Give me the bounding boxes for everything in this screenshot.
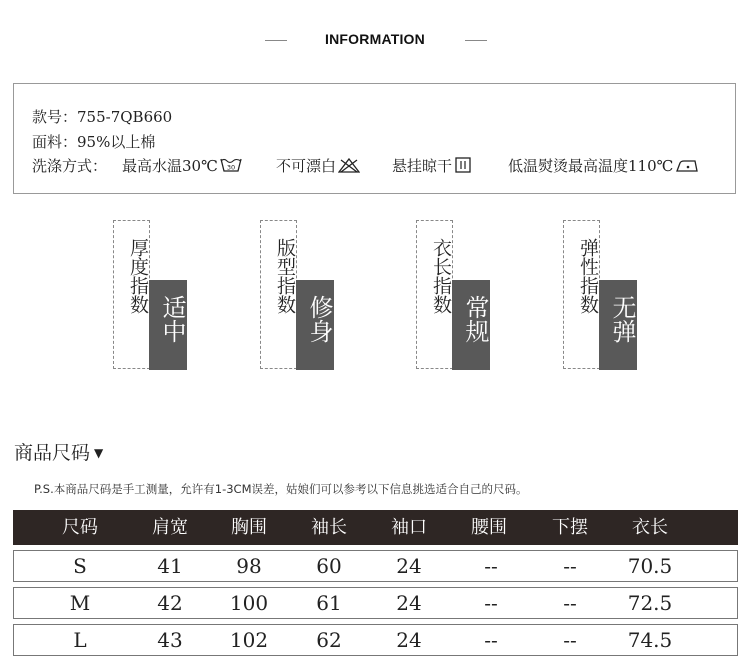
index-elasticity: [563, 220, 653, 372]
header-cell: 衣长: [632, 517, 668, 538]
care-bleach-text: 不可漂白: [276, 157, 337, 175]
table-cell: 61: [316, 591, 342, 615]
index-value: 修身: [305, 295, 333, 343]
header-cell: 腰围: [471, 517, 507, 538]
hang-dry-icon: [454, 157, 472, 177]
index-fit: [260, 220, 350, 372]
table-cell: 62: [316, 628, 342, 652]
care-iron: [508, 155, 699, 177]
table-cell: 74.5: [627, 628, 673, 652]
table-cell: 72.5: [627, 591, 673, 615]
index-thickness: [113, 220, 203, 372]
index-length: [416, 220, 506, 372]
table-cell: 24: [396, 591, 422, 615]
item-number: 款号：755-7QB660: [32, 108, 173, 126]
table-cell: S: [73, 554, 87, 578]
header-cell: 胸围: [231, 517, 267, 538]
table-cell: 24: [396, 554, 422, 578]
table-cell: 70.5: [627, 554, 673, 578]
care-wash: [122, 155, 242, 177]
wash-30-icon: [220, 157, 242, 177]
section-title: INFORMATION: [325, 31, 425, 47]
table-row: [13, 587, 738, 619]
table-cell: --: [563, 554, 577, 578]
care-iron-text: 低温熨烫最高温度110℃: [508, 157, 674, 175]
table-cell: 42: [157, 591, 183, 615]
header-cell: 袖长: [311, 517, 347, 538]
care-info: [32, 155, 732, 177]
index-label: 厚度指数: [127, 238, 149, 314]
index-label: 弹性指数: [577, 238, 599, 314]
index-value: 适中: [158, 295, 186, 343]
care-bleach: [276, 155, 360, 177]
header-line-right: [465, 40, 487, 41]
table-cell: M: [69, 591, 91, 615]
table-cell: 41: [157, 554, 183, 578]
table-cell: 60: [316, 554, 342, 578]
size-table-header: [13, 510, 738, 545]
fabric-info: 面料：95%以上棉: [32, 133, 156, 151]
size-note: P.S.本商品尺码是手工测量，允许有1-3CM误差，姑娘们可以参考以下信息挑选适合自己的尺码。: [34, 482, 528, 496]
no-bleach-icon: [338, 157, 360, 177]
down-arrow-icon: ▼: [94, 446, 104, 460]
table-cell: --: [563, 628, 577, 652]
svg-text:30: 30: [226, 163, 236, 172]
index-value: 无弹: [608, 295, 636, 343]
header-cell: 肩宽: [152, 517, 188, 538]
low-iron-icon: [675, 157, 699, 177]
table-cell: --: [563, 591, 577, 615]
table-cell: --: [484, 628, 498, 652]
care-dry: [392, 155, 472, 177]
index-label: 版型指数: [274, 238, 296, 314]
header-cell: 下摆: [552, 517, 588, 538]
care-label: 洗涤方式：: [32, 157, 108, 175]
table-cell: --: [484, 591, 498, 615]
header-cell: 袖口: [391, 517, 427, 538]
index-value: 常规: [461, 295, 489, 343]
header-cell: 尺码: [62, 517, 98, 538]
table-cell: 24: [396, 628, 422, 652]
size-table: [13, 510, 738, 656]
table-cell: 102: [229, 628, 269, 652]
table-cell: 98: [236, 554, 262, 578]
index-label: 衣长指数: [430, 238, 452, 314]
table-cell: 100: [229, 591, 269, 615]
info-box: [13, 83, 736, 194]
care-dry-text: 悬挂晾干: [392, 157, 453, 175]
care-wash-text: 最高水温30℃: [122, 157, 218, 175]
size-title-text: 商品尺码: [14, 442, 91, 464]
section-header: [0, 28, 750, 52]
table-row: [13, 624, 738, 656]
table-row: [13, 550, 738, 582]
table-cell: 43: [157, 628, 183, 652]
size-section-title: [14, 438, 103, 465]
table-cell: --: [484, 554, 498, 578]
table-cell: L: [73, 628, 87, 652]
